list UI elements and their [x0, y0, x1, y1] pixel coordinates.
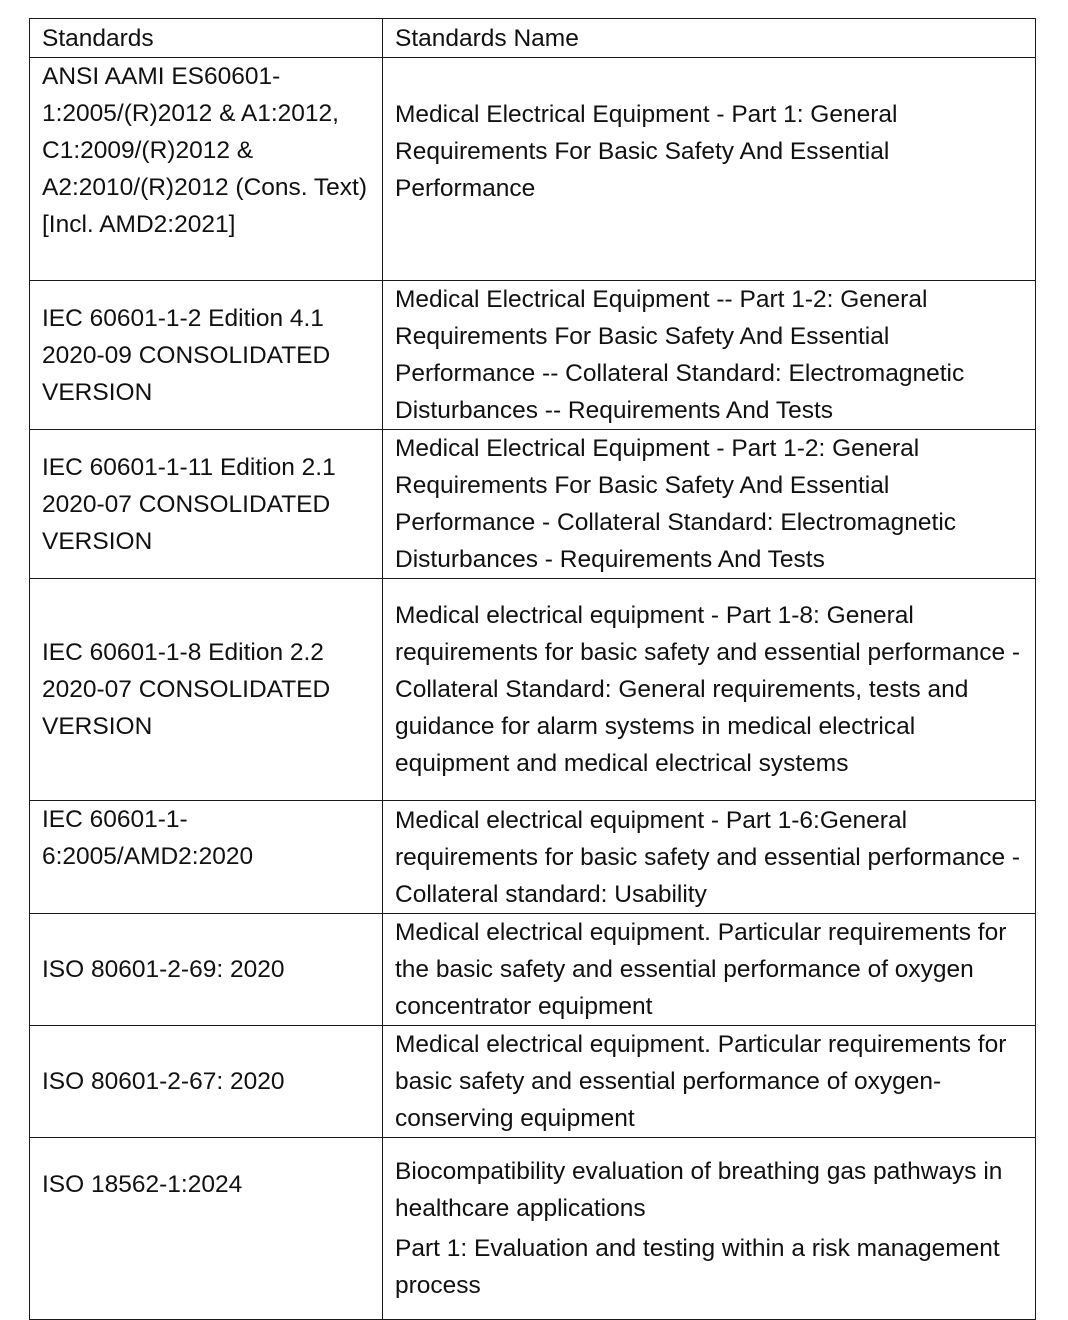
standard-cell	[30, 579, 383, 801]
table-row	[30, 579, 1036, 801]
standard-code: ANSI AAMI ES60601-1:2005/(R)2012 & A1:2012, C1:2009/(R)2012 & A2:2010/(R)2012 (Cons. Text) [Incl. AMD2:2021]	[42, 63, 368, 238]
standard-name: Medical electrical equipment - Part 1-6:General requirements for basic safety and essential performance -Collateral standard: Usability	[395, 806, 1021, 908]
standard-name-cell	[383, 430, 1036, 579]
standard-code: IEC 60601-1-8 Edition 2.2 2020-07 CONSOLIDATED VERSION	[42, 639, 331, 740]
table-header-row	[30, 19, 1036, 58]
standard-code: ISO 18562-1:2024	[42, 1171, 243, 1198]
standard-code: IEC 60601-1-2 Edition 4.1 2020-09 CONSOLIDATED VERSION	[42, 304, 331, 406]
standard-cell	[30, 430, 383, 579]
standard-code: ISO 80601-2-69: 2020	[42, 956, 285, 983]
header-standards-name: Standards Name	[383, 19, 1036, 58]
standard-name: Medical Electrical Equipment - Part 1-2: General Requirements For Basic Safety And Essential Performance - Collateral Standard: Electromagnetic Disturbances - Requirements And Tests	[395, 435, 957, 573]
standard-name: Biocompatibility evaluation of breathing gas pathways in healthcare applications	[395, 1158, 1003, 1222]
standard-name-cell	[383, 58, 1036, 281]
table-row	[30, 281, 1036, 430]
standard-cell	[30, 801, 383, 914]
standard-cell	[30, 1026, 383, 1138]
table-row	[30, 1026, 1036, 1138]
table-row	[30, 430, 1036, 579]
standard-name: Medical electrical equipment. Particular requirements for basic safety and essential performance of oxygen-conserving equipment	[395, 1031, 1007, 1132]
standard-name-cell	[383, 1026, 1036, 1138]
standard-name: Medical Electrical Equipment -- Part 1-2: General Requirements For Basic Safety And Essential Performance -- Collateral Standard: Electromagnetic Disturbances -- Requirements And Tests	[395, 286, 965, 424]
standard-name: Medical electrical equipment. Particular requirements for the basic safety and essential performance of oxygen concentrator equipment	[395, 919, 1007, 1020]
standard-cell	[30, 281, 383, 430]
standard-name-cell	[383, 579, 1036, 801]
standard-code: IEC 60601-1-6:2005/AMD2:2020	[42, 806, 254, 870]
standard-name: Medical electrical equipment - Part 1-8: General requirements for basic safety and essential performance - Collateral Standard: General requirements, tests and guidance for alarm systems in medical electrical equipment and medical electrical systems	[395, 602, 1021, 777]
standards-table	[29, 18, 1036, 1320]
standard-name: Medical Electrical Equipment - Part 1: General Requirements For Basic Safety And Essential Performance	[395, 101, 898, 202]
table-row	[30, 801, 1036, 914]
standard-code: IEC 60601-1-11 Edition 2.1 2020-07 CONSOLIDATED VERSION	[42, 453, 336, 555]
standard-cell	[30, 914, 383, 1026]
table-row	[30, 914, 1036, 1026]
standard-cell	[30, 58, 383, 281]
table-row	[30, 58, 1036, 281]
standard-name-cell	[383, 914, 1036, 1026]
standard-code: ISO 80601-2-67: 2020	[42, 1068, 285, 1095]
table-row	[30, 1138, 1036, 1320]
standard-name-cell	[383, 281, 1036, 430]
standard-cell	[30, 1138, 383, 1320]
standard-name-cell	[383, 1138, 1036, 1320]
standard-name-part: Part 1: Evaluation and testing within a risk management process	[395, 1235, 1000, 1299]
header-standards: Standards	[30, 19, 383, 58]
standard-name-cell	[383, 801, 1036, 914]
